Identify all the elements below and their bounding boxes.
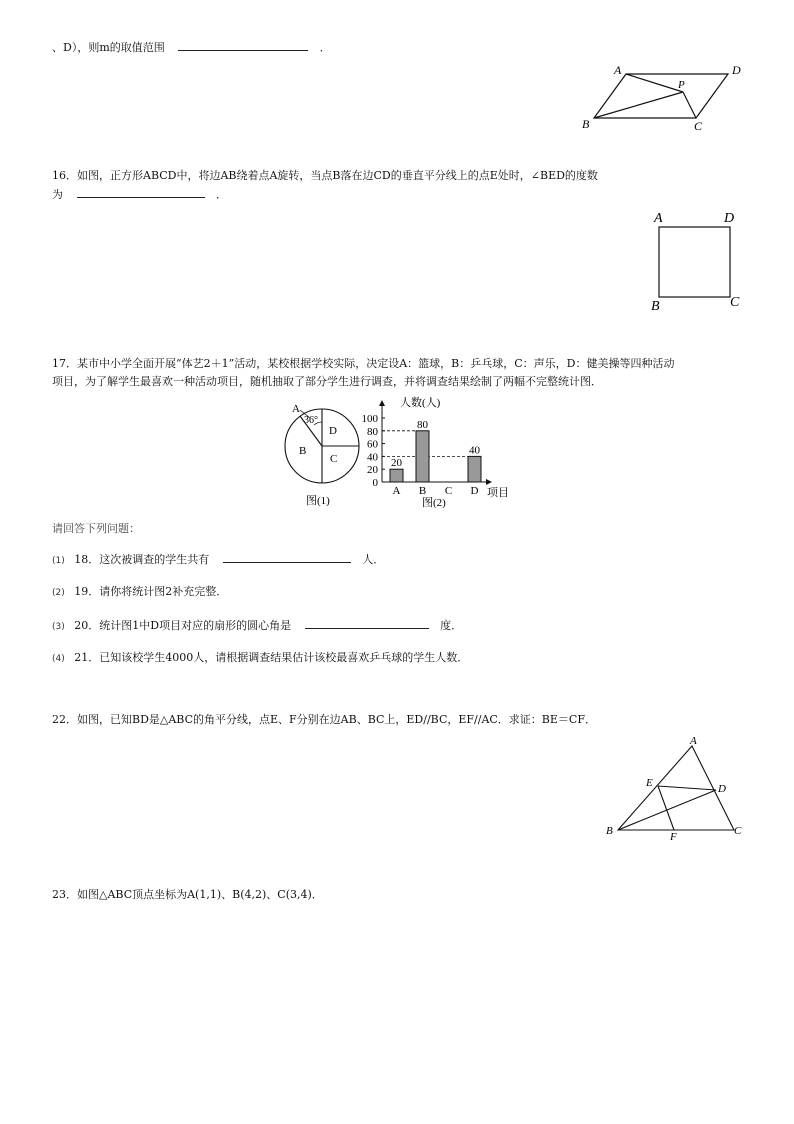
bar-A bbox=[390, 469, 403, 482]
bar-ylabel: 人数(人) bbox=[400, 397, 441, 409]
q16-label-a: A bbox=[654, 211, 663, 226]
q16-line2-start: 为 bbox=[52, 188, 63, 201]
bar-caption: 图(2) bbox=[422, 497, 446, 509]
q15-label-p: P bbox=[678, 79, 685, 91]
q15-label-a: A bbox=[614, 63, 622, 77]
sub-3-end: 度． bbox=[440, 619, 463, 632]
sub-3-text: 20．统计图1中D项目对应的扇形的圆心角是 bbox=[74, 619, 292, 632]
q16-label-c: C bbox=[730, 295, 740, 310]
bar-category-A: A bbox=[392, 485, 401, 497]
q16-line2-end: ． bbox=[216, 188, 227, 201]
q22-label-a: A bbox=[690, 735, 697, 747]
q15-label-d: D bbox=[732, 63, 741, 77]
sub-1-answer-blank[interactable] bbox=[223, 552, 351, 563]
q17-sub-3 bbox=[52, 618, 462, 635]
q17-line2: 项目，为了解学生最喜欢一种活动项目，随机抽取了部分学生进行调查，并将调查结果绘制了两幅不完整统计图． bbox=[52, 375, 602, 388]
sub-4-text: 21．已知该校学生4000人，请根据调查结果估计该校最喜欢乒乓球的学生人数． bbox=[74, 651, 469, 664]
pie-caption: 图(1) bbox=[306, 495, 330, 507]
q15-label-b: B bbox=[582, 117, 590, 131]
q15-label-c: C bbox=[694, 119, 703, 133]
bar-ytick-label: 20 bbox=[367, 464, 378, 477]
sub-2-text: 19．请你将统计图2补充完整． bbox=[74, 585, 228, 598]
bar-category-C: C bbox=[444, 485, 453, 497]
bar-x-arrow bbox=[486, 479, 492, 485]
q15-tail-end: ． bbox=[319, 41, 331, 54]
q16-line2 bbox=[52, 187, 227, 203]
q23-line1: 23．如图△ABC顶点坐标为A(1,1)、B(4,2)、C(3,4)． bbox=[52, 888, 323, 901]
q17-line1: 17．某市中小学全面开展“体艺2＋1”活动，某校根据学校实际，决定设A：篮球，B：乒乓球，C：声乐，D：健美操等四种活动 bbox=[52, 357, 675, 370]
q16-line1: 16．如图，正方形ABCD中，将边AB绕着点A旋转，当点B落在边CD的垂直平分线上的点E处时，∠BED的度数 bbox=[52, 169, 598, 182]
bar-data-label-B: 80 bbox=[417, 418, 428, 431]
q16-square-figure bbox=[646, 206, 746, 316]
q22-label-d: D bbox=[718, 783, 726, 795]
pie-label-b: B bbox=[299, 445, 307, 457]
q22-label-e: E bbox=[646, 777, 653, 789]
q15-answer-blank[interactable] bbox=[178, 40, 308, 51]
q16-label-b: B bbox=[651, 299, 660, 314]
sub-3-num: (3) bbox=[52, 622, 65, 632]
sub-4-num: (4) bbox=[52, 654, 65, 664]
bar-y-arrow bbox=[379, 400, 385, 406]
bar-category-D: D bbox=[470, 485, 479, 497]
bar-D bbox=[468, 456, 481, 482]
bar-xlabel: 项目 bbox=[487, 487, 509, 499]
bar-data-label-A: 20 bbox=[391, 457, 402, 470]
bar-ytick-label: 60 bbox=[367, 438, 378, 451]
pie-label-a: A bbox=[292, 403, 300, 415]
q22-label-f: F bbox=[670, 831, 677, 843]
q22-label-c: C bbox=[734, 825, 742, 837]
bar-B bbox=[416, 431, 429, 482]
q17-prompt: 请回答下列问题： bbox=[52, 522, 140, 535]
bar-ytick-label: 100 bbox=[361, 413, 378, 425]
bar-category-B: B bbox=[418, 485, 427, 497]
q15-parallelogram-figure bbox=[578, 58, 748, 136]
q15-text bbox=[52, 40, 331, 56]
sub-1-text: 18．这次被调查的学生共有 bbox=[74, 553, 210, 566]
q15-tail-text: 、D），则m的取值范围 bbox=[52, 41, 165, 54]
q22-line1: 22．如图，已知BD是△ABC的角平分线，点E、F分别在边AB、BC上，ED//BC，EF//AC．求证：BE＝CF． bbox=[52, 713, 596, 726]
q16-label-d: D bbox=[724, 211, 735, 226]
bar-data-label-D: 40 bbox=[469, 444, 480, 457]
bar-ytick-label: 0 bbox=[372, 477, 378, 489]
bar-ytick-label: 80 bbox=[367, 425, 378, 438]
pie-label-c: C bbox=[330, 453, 338, 465]
q16-answer-blank[interactable] bbox=[77, 187, 205, 198]
q17-sub-2 bbox=[52, 584, 227, 601]
sub-1-end: 人． bbox=[362, 553, 385, 566]
sub-2-num: (2) bbox=[52, 588, 65, 598]
q17-sub-4 bbox=[52, 650, 468, 667]
q17-sub-1 bbox=[52, 552, 384, 569]
bar-ytick-label: 40 bbox=[367, 451, 378, 464]
pie-angle-label: 36° bbox=[304, 415, 318, 426]
pie-label-d: D bbox=[329, 425, 337, 437]
q22-triangle-figure bbox=[600, 734, 750, 844]
q22-label-b: B bbox=[606, 825, 613, 837]
sub-3-answer-blank[interactable] bbox=[305, 618, 429, 629]
q17-bar-chart bbox=[340, 394, 520, 512]
sub-1-num: (1) bbox=[52, 556, 65, 566]
